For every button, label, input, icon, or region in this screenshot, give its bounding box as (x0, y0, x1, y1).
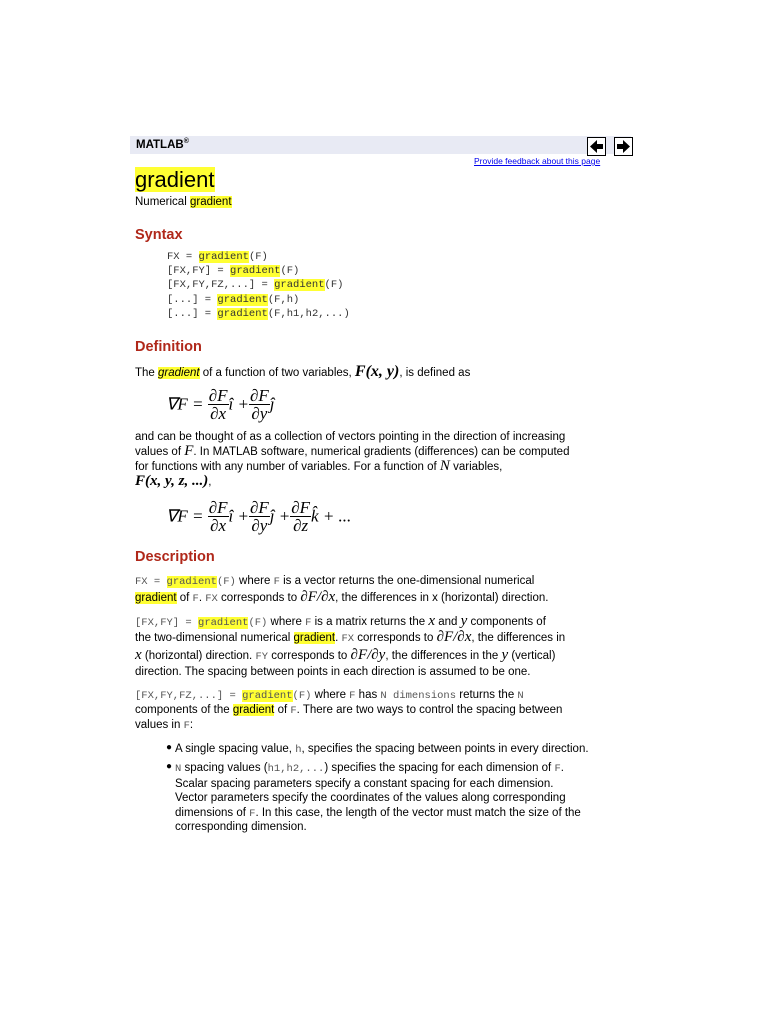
description-text: x (horizontal) direction. FY corresponds to ∂F/∂y, the differences in the y (vertical) (135, 647, 556, 663)
definition-text: for functions with any number of variables. For a function of N variables, (135, 458, 503, 474)
description-text: the two-dimensional numerical gradient. FX corresponds to ∂F/∂x, the differences in (135, 629, 566, 645)
product-name: MATLAB® (136, 138, 189, 151)
syntax-line: FX = gradient(F) (167, 251, 268, 263)
list-item-text: corresponding dimension. (175, 821, 307, 833)
syntax-line: [FX,FY,FZ,...] = gradient(F) (167, 279, 344, 291)
description-heading: Description (135, 549, 215, 565)
gradient-nd-equation: ∇F = $\frac{\partial F}{\partial x}$ î + $\frac{\partial F}{\partial y}$ ĵ + $\frac{\partial F}{\partial z}$ k̂ + ... (166, 498, 352, 535)
list-item: N spacing values (h1,h2,...) specifies the spacing for each dimension of F. (175, 762, 564, 775)
definition-text: F(x, y, z, ...), (135, 473, 212, 489)
description-text: [FX,FY] = gradient(F) where F is a matrix returns the x and y components of (135, 613, 546, 629)
description-text: [FX,FY,FZ,...] = gradient(F) where F has N dimensions returns the N (135, 689, 524, 702)
next-page-arrow-icon[interactable] (614, 137, 633, 156)
description-text: FX = gradient(F) where F is a vector returns the one-dimensional numerical (135, 575, 535, 588)
definition-text: values of F. In MATLAB software, numerical gradients (differences) can be computed (135, 443, 570, 459)
list-item-text: Vector parameters specify the coordinates of the values along corresponding (175, 792, 566, 804)
description-text: gradient of F. FX corresponds to ∂F/∂x, the differences in x (horizontal) direction. (135, 589, 549, 605)
gradient-2d-equation: ∇F = $\frac{\partial F}{\partial x}$ î + $\frac{\partial F}{\partial y}$ ĵ (166, 386, 275, 423)
bullet-icon: ● (166, 761, 173, 772)
description-text: components of the gradient of F. There are two ways to control the spacing between (135, 704, 563, 717)
definition-text: and can be thought of as a collection of vectors pointing in the direction of increasing (135, 431, 566, 443)
list-item-text: dimensions of F. In this case, the length of the vector must match the size of the (175, 807, 581, 820)
description-text: values in F: (135, 719, 194, 732)
header-bar (130, 136, 631, 154)
page-title: gradient (135, 167, 215, 192)
feedback-link[interactable]: Provide feedback about this page (474, 156, 601, 166)
syntax-heading: Syntax (135, 227, 183, 243)
list-item: A single spacing value, h, specifies the spacing between points in every direction. (175, 743, 589, 756)
page-subtitle: Numerical gradient (135, 196, 232, 208)
syntax-line: [FX,FY] = gradient(F) (167, 265, 300, 277)
bullet-icon: ● (166, 742, 173, 753)
previous-page-arrow-icon[interactable] (587, 137, 606, 156)
syntax-line: [...] = gradient(F,h1,h2,...) (167, 308, 350, 320)
definition-paragraph: The gradient of a function of two variables, F(x, y), is defined as (135, 363, 471, 380)
syntax-line: [...] = gradient(F,h) (167, 294, 300, 306)
list-item-text: Scalar spacing parameters specify a constant spacing for each dimension. (175, 778, 554, 790)
description-text: direction. The spacing between points in each direction is assumed to be one. (135, 666, 531, 678)
definition-heading: Definition (135, 339, 202, 355)
